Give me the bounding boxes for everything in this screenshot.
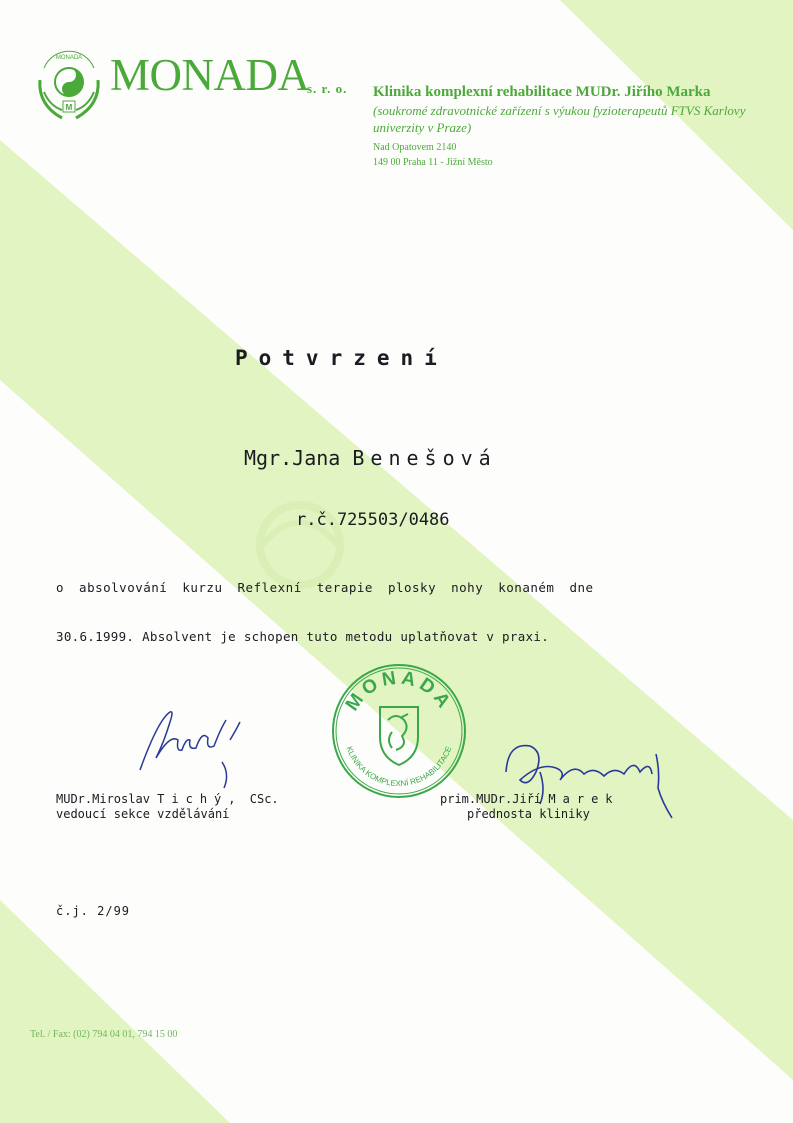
stamp-bottom-text: KLINIKA KOMPLEXNÍ REHABILITACE (344, 745, 454, 789)
footer-contact: Tel. / Fax: (02) 794 04 01, 794 15 00 (30, 1029, 178, 1040)
monada-logo-icon (34, 50, 104, 126)
recipient-name (244, 446, 497, 470)
body-line-2: 30.6.1999. Absolvent je schopen tuto metodu uplatňovat v praxi. (56, 629, 550, 644)
logo-arc-text: MONADA (55, 55, 83, 61)
address-city: 149 00 Praha 11 - Jižní Město (373, 157, 493, 168)
right-signatory-name (440, 792, 620, 806)
body-line-1: o absolvování kurzu Reflexní terapie plosky nohy konaném dne (56, 580, 594, 595)
clinic-note: (soukromé zdravotnické zařízení s výukou fyzioterapeutů FTVS Karlovy univerzity v Praze) (373, 103, 746, 135)
left-signatory-suffix: CSc. (249, 792, 279, 806)
right-signatory-role: přednosta kliniky (467, 807, 590, 821)
left-signatory-role: vedoucí sekce vzdělávání (56, 807, 230, 821)
company-name: MONADA (110, 50, 310, 100)
document-title: Potvrzení (235, 346, 448, 370)
right-signatory-surname: Marek (548, 792, 620, 806)
signature-tichy (130, 700, 260, 790)
stamp-lion-icon (388, 714, 408, 750)
right-signatory-prefix: prim.MUDr.Jiří (440, 792, 542, 806)
reference-number: č.j. 2/99 (56, 904, 131, 918)
stamp-top-text: MONADA (341, 667, 457, 715)
birth-number: r.č.725503/0486 (296, 510, 450, 530)
address-street: Nad Opatovem 2140 (373, 142, 457, 153)
company-suffix: s. r. o. (307, 81, 348, 96)
left-signatory-surname: Tichý, (157, 792, 243, 806)
recipient-surname: Benešová (352, 446, 497, 470)
clinic-name: Klinika komplexní rehabilitace MUDr. Jiřího Marka (373, 84, 711, 100)
official-stamp (330, 662, 468, 800)
left-signatory-name (56, 792, 279, 806)
recipient-name-prefix: Mgr.Jana (244, 446, 341, 470)
left-signatory-prefix: MUDr.Miroslav (56, 792, 150, 806)
logo-letter: M (65, 103, 73, 112)
